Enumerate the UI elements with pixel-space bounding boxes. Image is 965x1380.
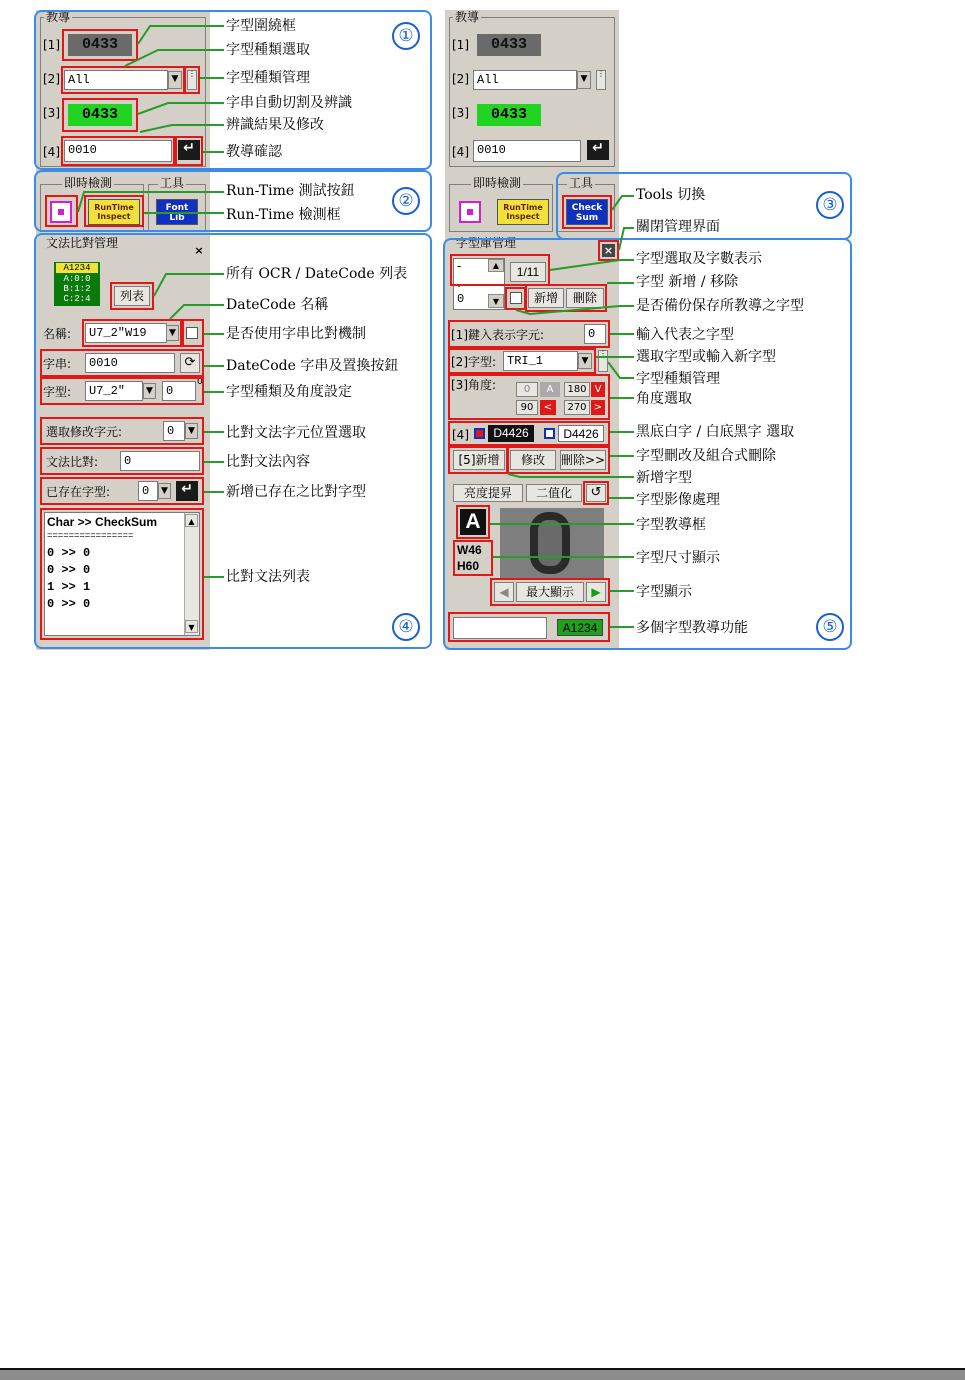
ann-teach-box: 字型教導框 [636, 517, 706, 533]
grammar-label: 文法比對: [46, 455, 99, 469]
color-option-1[interactable]: D4426 [488, 425, 534, 442]
max-display-button[interactable]: 最大顯示 [516, 582, 584, 602]
ann-datecode-name: DateCode 名稱 [226, 297, 329, 313]
tools-group-label-left: 工具 [160, 176, 185, 190]
select-char-field[interactable]: 0 [163, 421, 185, 441]
grammar-list-sep: ================ [47, 531, 134, 541]
prev-icon[interactable]: ◀ [494, 582, 514, 602]
row-label-2: [2] [43, 72, 60, 86]
enter-icon[interactable]: ↵ [176, 481, 198, 501]
circle-number-4: ④ [392, 613, 420, 641]
chevron-down-icon[interactable]: ▼ [143, 383, 156, 399]
row-label-4: [4] [452, 145, 469, 159]
font-count: 1/11 [510, 262, 546, 282]
angle-270-icon: > [591, 400, 605, 415]
ann-modify-delete: 字型刪改及組合式刪除 [636, 448, 776, 464]
ann-result-edit: 辨識結果及修改 [226, 117, 324, 133]
modify-button[interactable]: 修改 [510, 450, 556, 470]
spinner-top-text: - [457, 259, 462, 273]
ann-grammar-list: 比對文法列表 [226, 569, 310, 585]
ann-grammar-content: 比對文法內容 [226, 454, 310, 470]
circle-number-3: ③ [816, 191, 844, 219]
ann-color-select: 黑底白字 / 白底黑字 選取 [636, 424, 795, 440]
ann-font-type-manage: 字型種類管理 [226, 70, 310, 86]
chevron-down-icon[interactable]: ▼ [577, 71, 591, 89]
rep-label: [1]鍵入表示字元: [451, 328, 545, 342]
string-field[interactable]: 0010 [85, 353, 175, 373]
ann-runtime-test: Run-Time 測試按鈕 [226, 183, 355, 199]
list-item[interactable]: 1 >> 1 [47, 580, 91, 594]
binarize-button[interactable]: 二值化 [526, 484, 582, 502]
teach-value-field-left[interactable]: 0010 [64, 140, 172, 162]
scroll-down-icon[interactable]: ▼ [185, 620, 198, 633]
lib-title: 字型庫管理 [456, 236, 517, 250]
ann-add-font: 新增字型 [636, 470, 692, 486]
existing-field[interactable]: 0 [138, 481, 158, 501]
ann-teach-confirm: 教導確認 [226, 144, 282, 160]
tools-group-label-right: 工具 [569, 176, 594, 190]
runtime-group-label-left: 即時檢測 [64, 176, 113, 190]
existing-label: 已存在字型: [46, 485, 111, 499]
name-select[interactable]: U7_2"W19 [85, 323, 167, 343]
teach-title-right: 教導 [455, 10, 480, 24]
ann-angle: 角度選取 [636, 391, 692, 407]
close-icon[interactable]: × [603, 244, 614, 257]
chevron-down-icon[interactable]: ▼ [168, 71, 182, 89]
ann-font-type-manage-right: 字型種類管理 [636, 371, 720, 387]
font-manage-button-right[interactable]: ⋮ [596, 70, 606, 90]
lcd-dark-right[interactable]: 0433 [477, 34, 541, 56]
list-button[interactable]: 列表 [114, 286, 150, 306]
font-label-right: [2]字型: [451, 355, 497, 369]
angle-180-button[interactable]: 180 [564, 382, 590, 397]
spinner-bottom-text: 0 [457, 292, 465, 306]
row-label-4: [4] [43, 145, 60, 159]
ann-backup: 是否備份保存所教導之字型 [636, 298, 804, 314]
teach-value-field-right[interactable]: 0010 [473, 140, 581, 162]
grammar-title: 文法比對管理 [46, 236, 119, 250]
close-icon[interactable]: × [194, 244, 204, 257]
enter-icon[interactable]: ↵ [587, 140, 609, 160]
angle-sup: 0 [197, 377, 203, 387]
angle-0-button[interactable]: 0 [516, 382, 538, 397]
ann-font-angle: 字型種類及角度設定 [226, 384, 352, 400]
font-height: H60 [457, 559, 480, 573]
ann-char-position: 比對文法字元位置選取 [226, 425, 366, 441]
ann-rep-char: 輸入代表之字型 [636, 327, 734, 343]
next-icon[interactable]: ▶ [586, 582, 606, 602]
ann-tools-switch: Tools 切換 [636, 187, 706, 203]
font-lib-button[interactable]: Font Lib [156, 199, 198, 225]
ann-font-display: 字型顯示 [636, 584, 692, 600]
lcd-green-left[interactable]: 0433 [68, 104, 132, 126]
delete-font-button[interactable]: 刪除 [566, 288, 604, 308]
name-label: 名稱: [43, 327, 72, 341]
ann-font-select-count: 字型選取及字數表示 [636, 251, 762, 267]
color-option-2[interactable]: D4426 [558, 425, 604, 442]
font-select-left[interactable]: U7_2" [85, 381, 143, 401]
angle-field-left[interactable]: 0 [162, 381, 196, 401]
bottom-rule [0, 1368, 965, 1380]
font-label-left: 字型: [43, 385, 72, 399]
ann-use-string: 是否使用字串比對機制 [226, 326, 366, 342]
angle-90-button[interactable]: 90 [516, 400, 538, 415]
ann-font-type-select: 字型種類選取 [226, 42, 310, 58]
list-item[interactable]: 0 >> 0 [47, 597, 91, 611]
angle-label: [3]角度: [451, 378, 497, 392]
undo-icon[interactable]: ↺ [586, 484, 606, 502]
color-label: [4] [452, 428, 469, 442]
delete-more-button[interactable]: 刪除>> [560, 450, 606, 470]
glyph-teach-box[interactable]: A [460, 509, 486, 535]
enter-icon[interactable]: ↵ [178, 140, 200, 160]
ann-multi-teach: 多個字型教導功能 [636, 620, 748, 636]
list-item[interactable]: 0 >> 0 [47, 546, 91, 560]
spin-down-icon[interactable]: ▼ [488, 294, 504, 308]
font-width: W46 [457, 543, 482, 557]
preview-line-1: A1234 [56, 263, 98, 273]
refresh-icon[interactable]: ⟳ [180, 353, 200, 373]
ann-font-frame: 字型圍繞框 [226, 18, 296, 34]
ann-add-existing: 新增已存在之比對字型 [226, 484, 366, 500]
row-label-2: [2] [452, 72, 469, 86]
ann-image-process: 字型影像處理 [636, 492, 720, 508]
ann-runtime-inspect: Run-Time 檢測框 [226, 207, 341, 223]
font-select-right[interactable]: TRI_1 [503, 351, 578, 371]
circle-number-5: ⑤ [816, 613, 844, 641]
preview-line-4: C:2:4 [63, 294, 91, 304]
font-type-select-right[interactable]: All [473, 70, 577, 90]
chevron-down-icon[interactable]: ▼ [166, 325, 179, 341]
spinner-mid-text: . [457, 276, 461, 290]
teach-title-left: 教導 [46, 10, 71, 24]
font-type-select-left[interactable]: All [64, 70, 168, 90]
scroll-up-icon[interactable]: ▲ [185, 514, 198, 527]
runtime-group-label-right: 即時檢測 [473, 176, 522, 190]
ann-datecode-string: DateCode 字串及置換按鈕 [226, 358, 399, 374]
row-label-3: [3] [452, 106, 469, 120]
check-sum-button[interactable]: Check Sum [566, 199, 608, 225]
rep-field[interactable]: 0 [584, 324, 606, 344]
grammar-list-header: Char >> CheckSum [47, 515, 158, 529]
ann-font-size: 字型尺寸顯示 [636, 550, 720, 566]
runtime-inspect-button-left[interactable]: RunTime Inspect [88, 199, 140, 225]
ann-add-remove: 字型 新增 / 移除 [636, 274, 739, 290]
circle-number-2: ② [392, 187, 420, 215]
ann-ocr-list: 所有 OCR / DateCode 列表 [226, 266, 408, 282]
angle-90-icon: < [540, 400, 556, 415]
annotation-leaders [0, 0, 965, 660]
ann-close-manager: 關閉管理界面 [636, 219, 720, 235]
add-5-button[interactable]: [5]新增 [453, 450, 505, 470]
multi-teach-value[interactable]: A1234 [557, 619, 603, 636]
string-label: 字串: [43, 357, 72, 371]
angle-0-icon: A [540, 382, 560, 397]
lcd-green-right[interactable]: 0433 [477, 104, 541, 126]
angle-180-icon: V [591, 382, 605, 397]
runtime-inspect-button-right[interactable]: RunTime Inspect [497, 199, 549, 225]
brightness-button[interactable]: 亮度提昇 [453, 484, 523, 502]
preview-line-2: A:0:0 [63, 274, 91, 284]
chevron-down-icon[interactable]: ▼ [578, 353, 592, 369]
row-label-1: [1] [43, 38, 60, 52]
row-label-3: [3] [43, 106, 60, 120]
chevron-down-icon[interactable]: ▼ [158, 483, 171, 499]
add-font-button[interactable]: 新增 [528, 288, 564, 308]
chevron-down-icon[interactable]: ▼ [185, 423, 198, 439]
lcd-dark-left[interactable]: 0433 [68, 34, 132, 56]
angle-270-button[interactable]: 270 [564, 400, 590, 415]
ann-font-input: 選取字型或輸入新字型 [636, 349, 776, 365]
spin-up-icon[interactable]: ▲ [488, 259, 504, 272]
list-item[interactable]: 0 >> 0 [47, 563, 91, 577]
select-char-label: 選取修改字元: [46, 425, 123, 439]
circle-number-1: ① [392, 22, 420, 50]
ann-auto-split: 字串自動切割及辨識 [226, 95, 352, 111]
font-type-manage-button[interactable]: ⋮ [598, 350, 608, 372]
row-label-1: [1] [452, 38, 469, 52]
preview-line-3: B:1:2 [63, 284, 91, 294]
font-manage-button-left[interactable]: ⋮ [187, 70, 197, 90]
grammar-field[interactable]: 0 [120, 451, 200, 471]
